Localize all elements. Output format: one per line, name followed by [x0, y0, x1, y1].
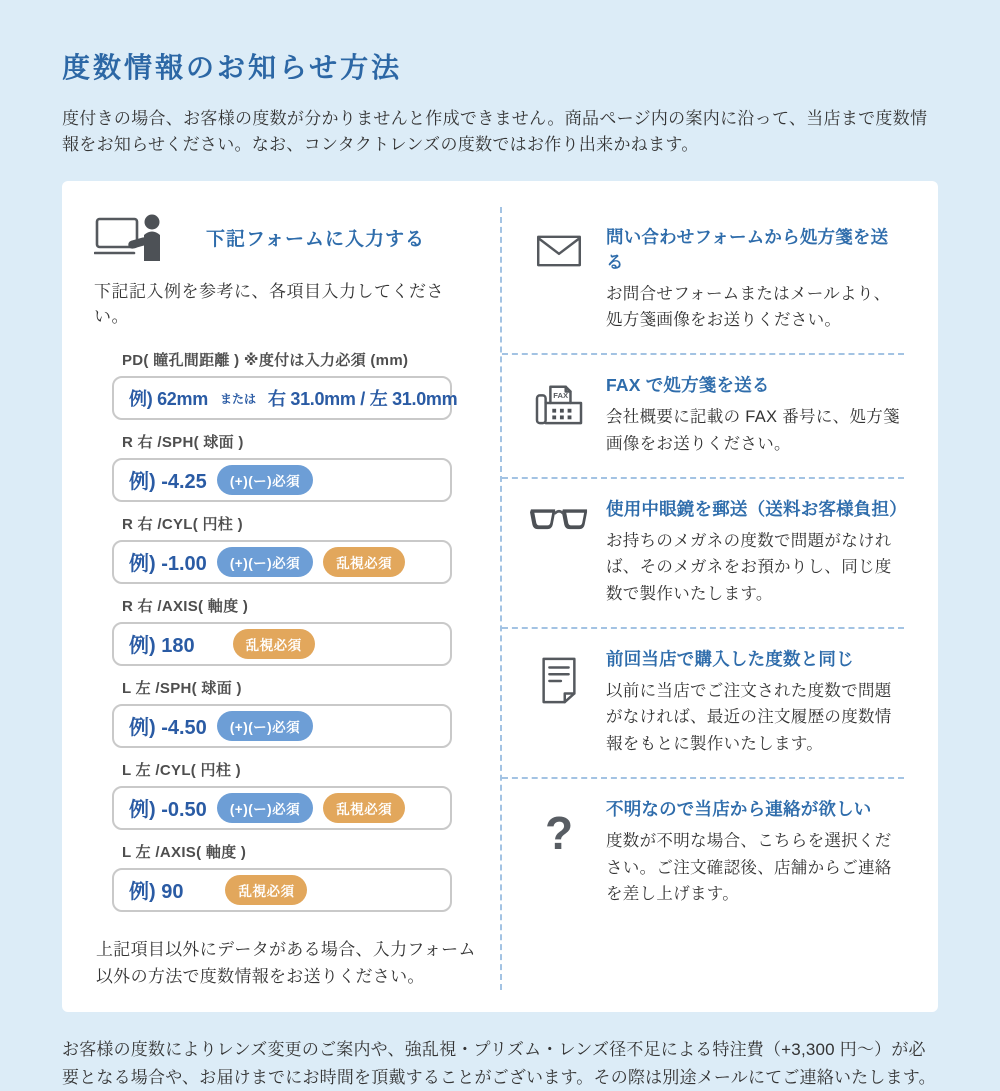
method-body: 以前に当店でご注文された度数で問題がなければ、最近の注文履歴の度数情報をもとに製作いたします。: [606, 681, 892, 754]
method-icon-cell: [528, 796, 590, 908]
field-box-r-cyl: [112, 540, 452, 584]
method-icon-cell: [528, 224, 590, 334]
field-label-r-cyl: R 右 /CYL( 円柱 ): [122, 515, 243, 533]
field-label-r-sph: R 右 /SPH( 球面 ): [122, 433, 244, 451]
method-body: 会社概要に記載の FAX 番号に、処方箋画像をお送りください。: [606, 408, 900, 453]
field-example-l-cyl: 例) -0.50: [129, 799, 207, 822]
method-body: お持ちのメガネの度数で問題がなければ、そのメガネをお預かりし、同じ度数で製作いたします。: [606, 531, 892, 603]
sign-required-badge: (+)(ー)必須: [217, 547, 313, 577]
field-label-r-axis: R 右 /AXIS( 軸度 ): [122, 597, 249, 615]
page-title: 度数情報のお知らせ方法: [62, 52, 403, 83]
document-icon: [539, 656, 579, 704]
field-box-l-axis: [112, 868, 452, 912]
astigmatism-required-badge: 乱視必須: [323, 793, 405, 823]
field-example-r-cyl: 例) -1.00: [129, 553, 207, 576]
fax-keypad-dots: [552, 409, 571, 420]
method-title: 前回当店で購入した度数と同じ: [606, 648, 854, 669]
person-at-computer-icon: [94, 213, 172, 263]
field-label-l-axis: L 左 /AXIS( 軸度 ): [122, 843, 247, 861]
field-box-r-sph: [112, 458, 452, 502]
sign-required-badge: (+)(ー)必須: [217, 465, 313, 495]
sign-required-badge: (+)(ー)必須: [217, 711, 313, 741]
form-section-heading: 下記フォームに入力する: [206, 229, 426, 251]
method-text: [606, 224, 904, 334]
field-label-l-cyl: L 左 /CYL( 円柱 ): [122, 761, 241, 779]
field-box-l-sph: [112, 704, 452, 748]
field-label-pd: PD( 瞳孔間距離 ) ※度付は入力必須 (mm): [122, 351, 409, 369]
form-instruction: 下記記入例を参考に、各項目入力してください。: [94, 281, 444, 326]
method-title: FAX で処方箋を送る: [606, 375, 770, 396]
method-previous-order: [502, 629, 904, 779]
astigmatism-required-badge: 乱視必須: [233, 629, 315, 659]
field-example-r-axis: 例) 180: [129, 635, 195, 658]
page-intro-text: 度付きの場合、お客様の度数が分かりませんと作成できません。商品ページ内の案内に沿って、当店まで度数情報をお知らせください。なお、コンタクトレンズの度数ではお作り出来かねます。: [62, 109, 928, 155]
method-title: 使用中眼鏡を郵送（送料お客様負担）: [606, 498, 907, 519]
contact-methods-column: [500, 207, 938, 990]
field-example-pd-suffix: 右 31.0mm / 左 31.0mm: [267, 388, 458, 409]
field-example-l-axis: 例) 90: [129, 881, 184, 904]
method-icon-cell: [528, 496, 590, 608]
field-box-pd: [112, 376, 458, 420]
method-text: [606, 646, 904, 758]
field-example-pd-prefix: 例) 62mm: [129, 388, 208, 409]
form-section-header: [94, 213, 476, 263]
method-icon-cell: [528, 372, 590, 457]
field-example-r-sph: 例) -4.25: [129, 471, 207, 494]
form-fields: [94, 349, 476, 912]
method-text: [606, 796, 904, 908]
method-text: [606, 372, 904, 457]
method-text: [606, 496, 907, 608]
field-label-l-sph: L 左 /SPH( 球面 ): [122, 679, 242, 697]
method-mail-glasses: [502, 479, 907, 629]
field-example-pd-connector: または: [219, 392, 256, 407]
form-note: 上記項目以外にデータがある場合、入力フォーム以外の方法で度数情報をお送りください。: [96, 939, 476, 986]
method-body: お問合せフォームまたはメールより、処方箋画像をお送りください。: [606, 284, 891, 330]
glasses-icon: [530, 506, 588, 532]
page-footer-text: お客様の度数によりレンズ変更のご案内や、強乱視・プリズム・レンズ径不足による特注費（+3,300 円～）が必要となる場合や、お届けまでにお時間を頂戴することがございます。その際は別途メールにてご連絡いたします。: [62, 1040, 936, 1087]
field-box-r-axis: [112, 622, 452, 666]
info-panel: [62, 181, 938, 1012]
astigmatism-required-badge: 乱視必須: [225, 875, 307, 905]
form-example-column: [62, 207, 500, 990]
method-contact-me: [502, 779, 904, 927]
method-icon-cell: [528, 646, 590, 758]
method-fax: [502, 355, 904, 478]
envelope-icon: [536, 234, 582, 268]
fax-label-text: FAX: [553, 391, 569, 401]
fax-icon: [534, 382, 584, 426]
astigmatism-required-badge: 乱視必須: [323, 547, 405, 577]
question-mark-icon: ?: [544, 806, 574, 859]
method-title: 問い合わせフォームから処方箋を送る: [606, 226, 889, 272]
method-title: 不明なので当店から連絡が欲しい: [606, 798, 872, 819]
method-contact-form: [502, 207, 904, 355]
method-body: 度数が不明な場合、こちらを選択ください。ご注文確認後、店舗からご連絡を差し上げます。: [606, 831, 892, 904]
sign-required-badge: (+)(ー)必須: [217, 793, 313, 823]
field-box-l-cyl: [112, 786, 452, 830]
field-example-l-sph: 例) -4.50: [129, 717, 207, 740]
